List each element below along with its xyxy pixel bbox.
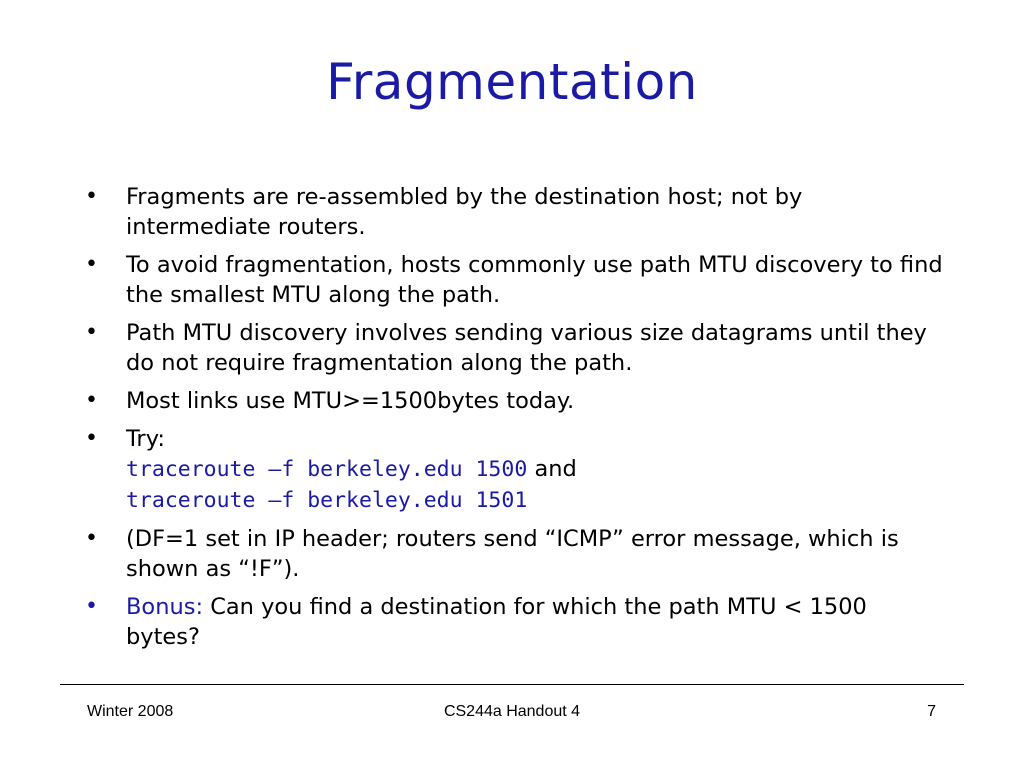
and-connector: and [534, 456, 577, 482]
bullet-item [85, 250, 945, 310]
bullet-marker: • [85, 426, 98, 451]
command-2: traceroute –f berkeley.edu 1501 [126, 488, 528, 513]
bullet-text: To avoid fragmentation, hosts commonly use path MTU discovery to find the smallest MTU along the path. [126, 252, 943, 308]
bullet-text: Path MTU discovery involves sending various size datagrams until they do not require fragmentation along the path. [126, 320, 927, 376]
bullet-item [85, 524, 945, 584]
bullet-marker: • [85, 388, 98, 413]
bullet-list [85, 182, 945, 660]
bullet-item [85, 386, 945, 416]
bullet-marker: • [85, 594, 98, 619]
bullet-text: (DF=1 set in IP header; routers send “ICMP” error message, which is shown as “!F”). [126, 526, 899, 582]
bullet-marker: • [85, 184, 98, 209]
command-1: traceroute –f berkeley.edu 1500 [126, 457, 528, 482]
bullet-item [85, 182, 945, 242]
try-label: Try: [126, 426, 165, 452]
slide-title: Fragmentation [326, 53, 698, 111]
bonus-label: Bonus: [126, 594, 204, 620]
bullet-text: Most links use MTU>=1500bytes today. [126, 388, 575, 414]
bullet-marker: • [85, 320, 98, 345]
bullet-item-bonus [85, 592, 945, 652]
bullet-item [85, 318, 945, 378]
footer-left-text: Winter 2008 [87, 703, 174, 720]
bullet-marker: • [85, 252, 98, 277]
bonus-text: Can you find a destination for which the path MTU < 1500 bytes? [126, 594, 867, 650]
bullet-item-try [85, 424, 945, 516]
page-number: 7 [927, 703, 936, 720]
bullet-text: Fragments are re-assembled by the destination host; not by intermediate routers. [126, 184, 803, 240]
bullet-marker: • [85, 526, 98, 551]
footer-center-text: CS244a Handout 4 [443, 703, 581, 720]
footer-divider [60, 684, 964, 685]
